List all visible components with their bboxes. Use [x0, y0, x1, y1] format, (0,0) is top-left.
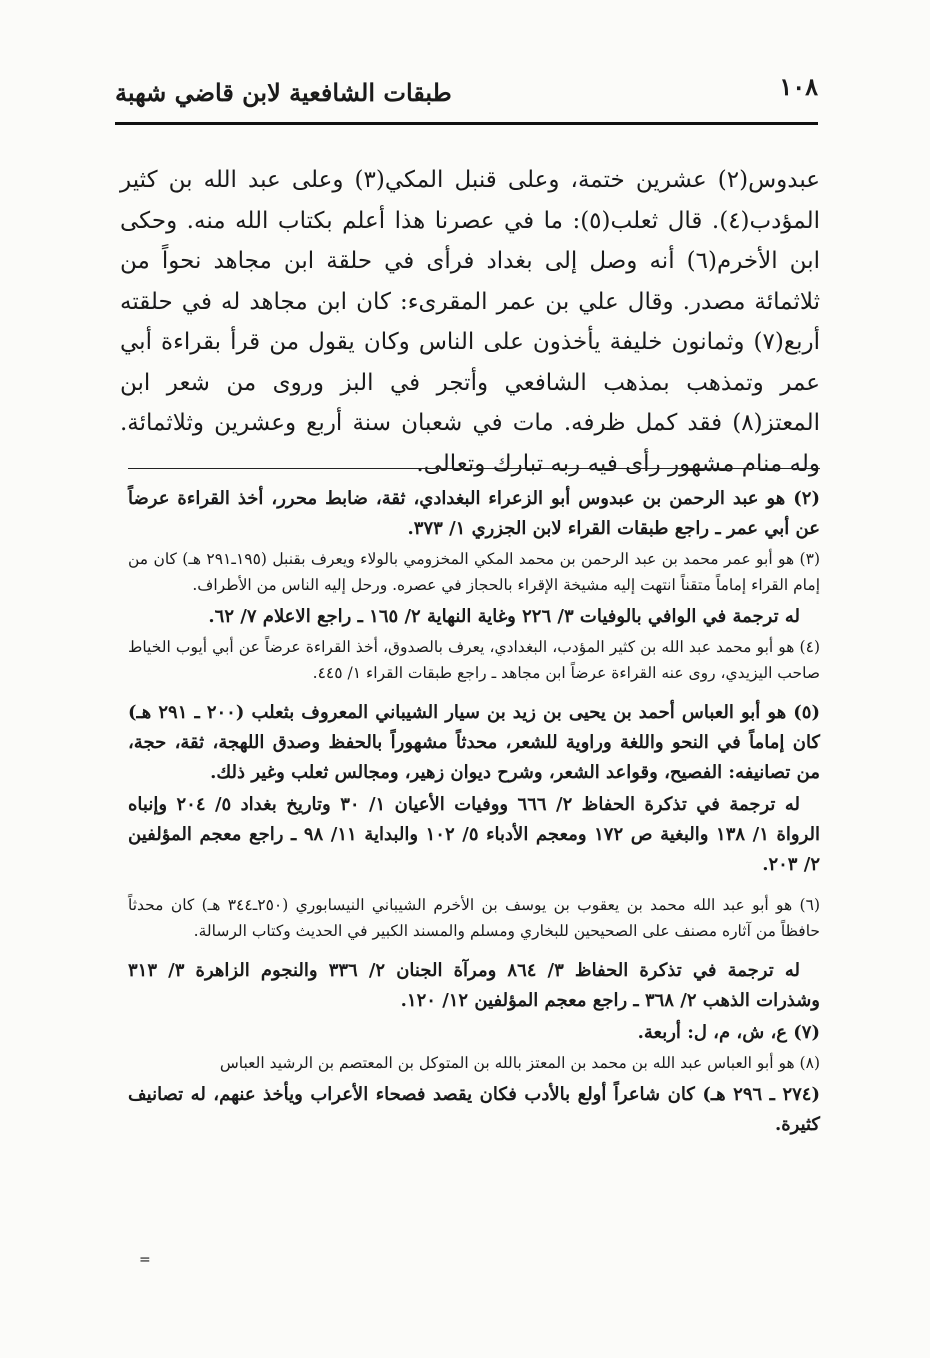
header-rule: [115, 122, 818, 125]
main-text-block: [120, 160, 820, 484]
footnote-4: (٤) هو أبو محمد عبد الله بن كثير المؤدب، البغدادي، يعرف بالصدوق، أخذ القراءة عرضاً عن أبي أيوب الخياط صاحب اليزيدي، روى عنه القراءة عرضاً ابن مجاهد ـ راجع طبقات القراء ١/ ٤٤٥.: [128, 638, 820, 682]
bottom-mark: =: [139, 1252, 151, 1268]
footnote-2: (٢) هو عبد الرحمن بن عبدوس أبو الزعراء البغدادي، ثقة، ضابط محرر، أخذ القراءة عرضاً عن أبي عمر ـ راجع طبقات القراء لابن الجزري ١/ ٣٧٣.: [128, 488, 820, 539]
page-header: [115, 72, 818, 120]
page-number: ١٠٨: [779, 72, 818, 101]
footnote-3-references: له ترجمة في الوافي بالوفيات ٣/ ٢٢٦ وغاية النهاية ٢/ ١٦٥ ـ راجع الاعلام ٧/ ٦٢.: [208, 606, 800, 627]
footnotes: [128, 484, 820, 1142]
footnote-5: (٥) هو أبو العباس أحمد بن يحيى بن زيد بن سيار الشيباني المعروف بثعلب (٢٠٠ ـ ٢٩١ هـ) كان إماماً في النحو واللغة وراوية للشعر، محدثاً مشهوراً بالحفظ وصدق اللهجة، ثقة، حجة، من تصانيفه: الفصيح، وقواعد الشعر، وشرح ديوان زهير، ومجالس ثعلب وغير ذلك.: [128, 702, 820, 783]
main-paragraph: عبدوس(٢) عشرين ختمة، وعلى قنبل المكي(٣) وعلى عبد الله بن كثير المؤدب(٤). قال ثعلب(٥): ما في عصرنا هذا أعلم بكتاب الله منه. وحكى ابن الأخرم(٦) أنه وصل إلى بغداد فرأى في حلقة ابن مجاهد نحواً من ثلاثمائة مصدر. وقال علي بن عمر المقرىء: كان ابن مجاهد له في حلقته أربع(٧) وثمانون خليفة يأخذون على الناس وكان يقول من قرأ بقراءة أبي عمر وتمذهب بمذهب الشافعي وأتجر في البز وروى من شعر ابن المعتز(٨) فقد كمل ظرفه. مات في شعبان سنة أربع وعشرين وثلاثمائة. وله منام مشهور رأى فيه ربه تبارك وتعالى.: [120, 167, 820, 477]
footnote-5-references: له ترجمة في تذكرة الحفاظ ٢/ ٦٦٦ ووفيات الأعيان ١/ ٣٠ وتاريخ بغداد ٥/ ٢٠٤ وإنباه الرواة ١/ ١٣٨ والبغية ص ١٧٢ ومعجم الأدباء ٥/ ١٠٢ والبداية ١١/ ٩٨ ـ راجع معجم المؤلفين ٢/ ٢٠٣.: [128, 794, 821, 875]
footnote-separator: [128, 468, 820, 469]
footnote-8-continued: (٢٧٤ ـ ٢٩٦ هـ) كان شاعراً أولع بالأدب فكان يقصد فصحاء الأعراب ويأخذ عنهم، له تصانيف كثيرة.: [128, 1084, 820, 1135]
running-title: طبقات الشافعية لابن قاضي شهبة: [115, 78, 452, 107]
footnote-6-references: له ترجمة في تذكرة الحفاظ ٣/ ٨٦٤ ومرآة الجنان ٢/ ٣٣٦ والنجوم الزاهرة ٣/ ٣١٣ وشذرات الذهب ٢/ ٣٦٨ ـ راجع معجم المؤلفين ١٢/ ١٢٠.: [128, 960, 820, 1011]
footnote-6: (٦) هو أبو عبد الله محمد بن يعقوب بن يوسف بن الأخرم الشيباني النيسابوري (٢٥٠ـ٣٤٤ هـ) كان محدثاً حافظاً من آثاره مصنف على الصحيحين للبخاري ومسلم والمسند الكبير في الحديث وكتاب الرسالة.: [128, 896, 820, 940]
footnote-3: (٣) هو أبو عمر محمد بن عبد الرحمن بن محمد المكي المخزومي بالولاء ويعرف بقنبل (١٩٥ـ٢٩١ هـ) كان من إمام القراء إماماً متقناً انتهت إليه مشيخة الإقراء بالحجاز في عصره. ورحل إليه الناس من الأطراف.: [128, 550, 820, 594]
footnote-8: (٨) هو أبو العباس عبد الله بن محمد بن المعتز بالله بن المتوكل بن المعتصم بن الرشيد العباس: [219, 1054, 820, 1072]
footnote-7: (٧) ع، ش، م، ل: أربعة.: [637, 1022, 820, 1043]
